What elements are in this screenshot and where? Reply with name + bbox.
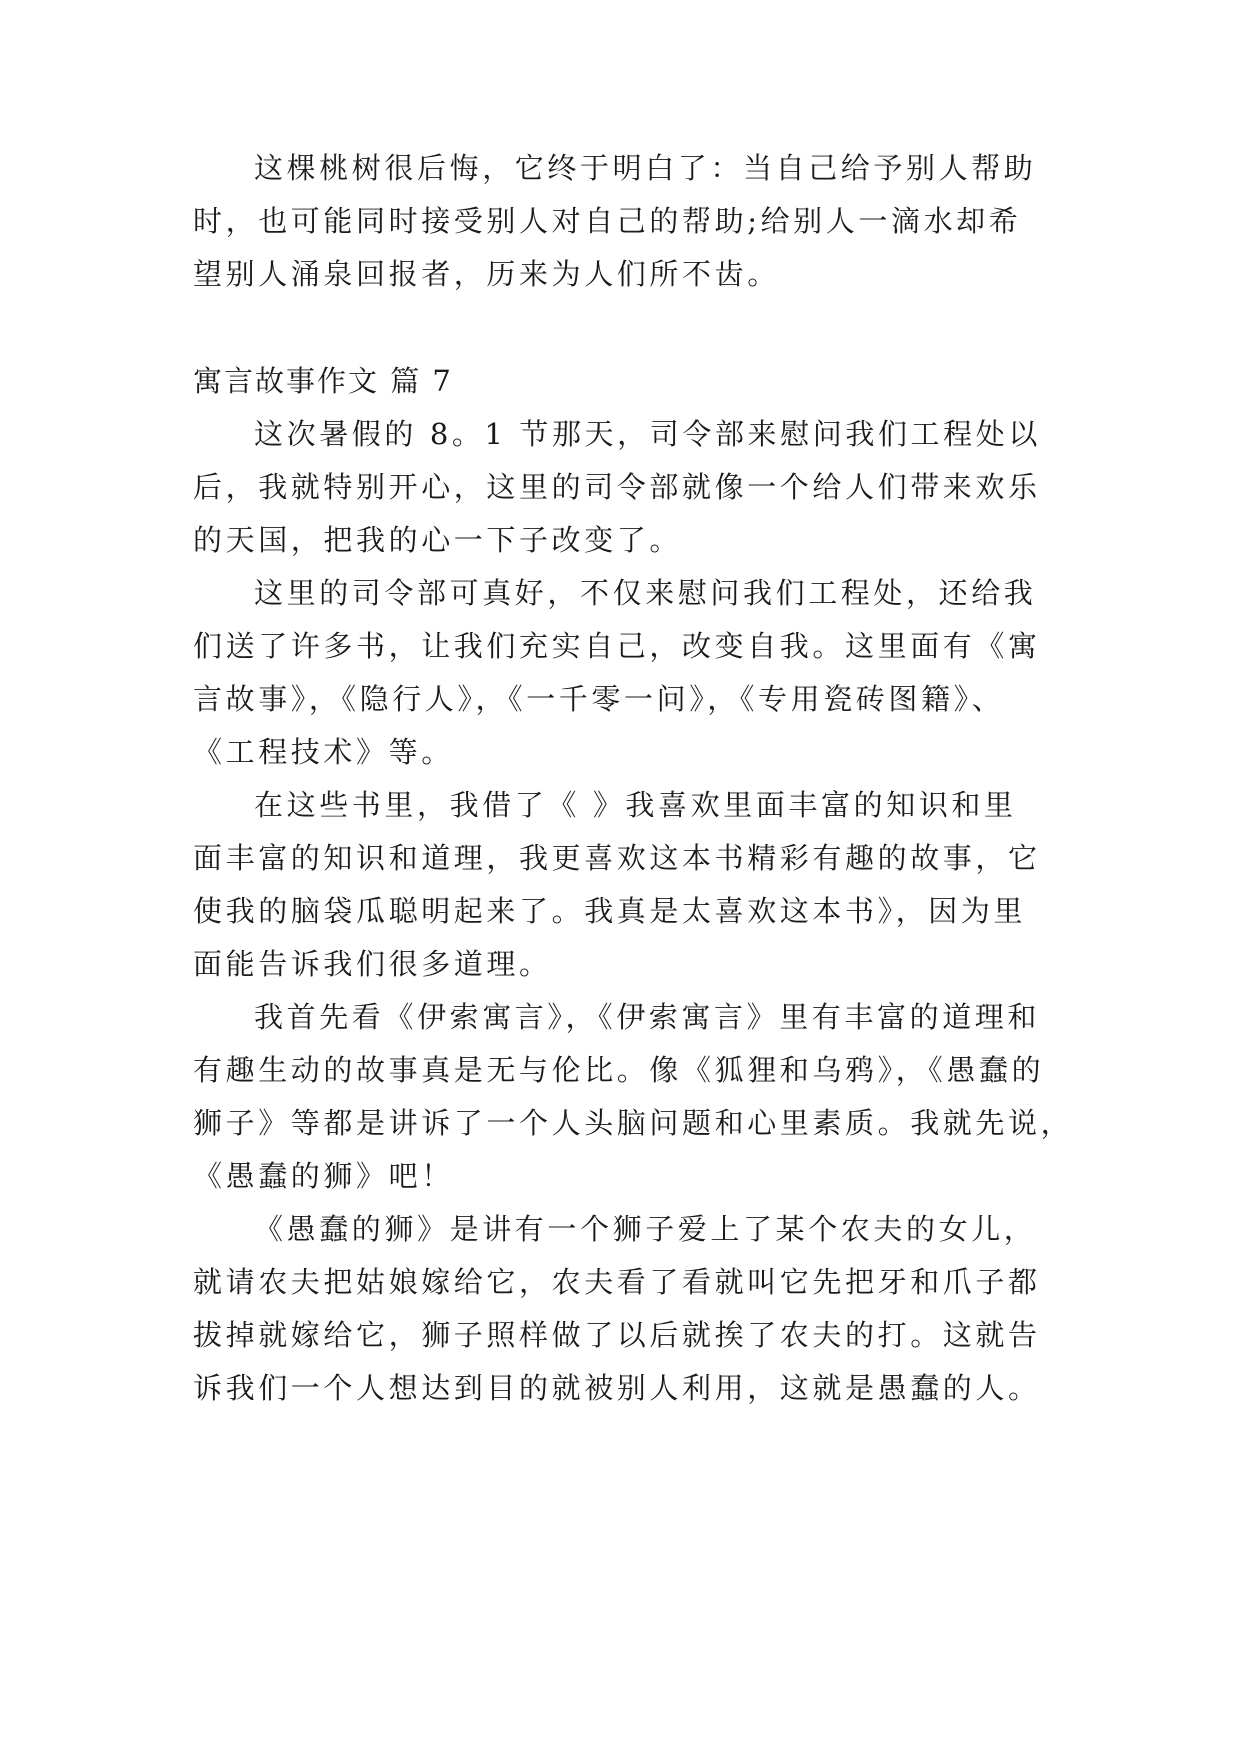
paragraph-line: 面丰富的知识和道理，我更喜欢这本书精彩有趣的故事，它 xyxy=(193,841,1041,875)
paragraph-line: 诉我们一个人想达到目的就被别人利用，这就是愚蠢的人。 xyxy=(193,1371,1041,1405)
paragraph-line: 拔掉就嫁给它，狮子照样做了以后就挨了农夫的打。这就告 xyxy=(193,1318,1041,1352)
paragraph-line: 狮子》等都是讲诉了一个人头脑问题和心里素质。我就先说， xyxy=(193,1106,1074,1140)
paragraph-line: 言故事》，《隐行人》，《一千零一问》，《专用瓷砖图籍》、 xyxy=(193,682,1005,716)
paragraph-line: 有趣生动的故事真是无与伦比。像《狐狸和乌鸦》，《愚蠢的 xyxy=(193,1053,1045,1087)
paragraph-line: 这棵桃树很后悔，它终于明白了：当自己给予别人帮助 xyxy=(254,151,1037,185)
paragraph-line: 后，我就特别开心，这里的司令部就像一个给人们带来欢乐 xyxy=(193,470,1041,504)
paragraph-line: 在这些书里，我借了《 》我喜欢里面丰富的知识和里 xyxy=(254,788,1017,822)
paragraph-line: 时，也可能同时接受别人对自己的帮助;给别人一滴水却希 xyxy=(193,204,1022,238)
paragraph-line: 们送了许多书，让我们充实自己，改变自我。这里面有《寓 xyxy=(193,629,1041,663)
paragraph-line: 《愚蠢的狮》是讲有一个狮子爱上了某个农夫的女儿， xyxy=(254,1212,1037,1246)
paragraph-line: 这里的司令部可真好，不仅来慰问我们工程处，还给我 xyxy=(254,576,1037,610)
paragraph-line: 就请农夫把姑娘嫁给它，农夫看了看就叫它先把牙和爪子都 xyxy=(193,1265,1041,1299)
paragraph-line: 《愚蠢的狮》吧！ xyxy=(193,1159,454,1193)
paragraph-line: 的天国，把我的心一下子改变了。 xyxy=(193,523,683,557)
paragraph-line: 这次暑假的 8。1 节那天，司令部来慰问我们工程处以 xyxy=(254,417,1041,451)
paragraph-line: 望别人涌泉回报者，历来为人们所不齿。 xyxy=(193,257,780,291)
paragraph-line: 我首先看《伊索寓言》，《伊索寓言》里有丰富的道理和 xyxy=(254,1000,1041,1034)
paragraph-line: 面能告诉我们很多道理。 xyxy=(193,947,552,981)
section-heading: 寓言故事作文 篇 7 xyxy=(193,364,453,398)
paragraph-line: 使我的脑袋瓜聪明起来了。我真是太喜欢这本书》，因为里 xyxy=(193,894,1027,928)
paragraph-line: 《工程技术》等。 xyxy=(193,735,454,769)
